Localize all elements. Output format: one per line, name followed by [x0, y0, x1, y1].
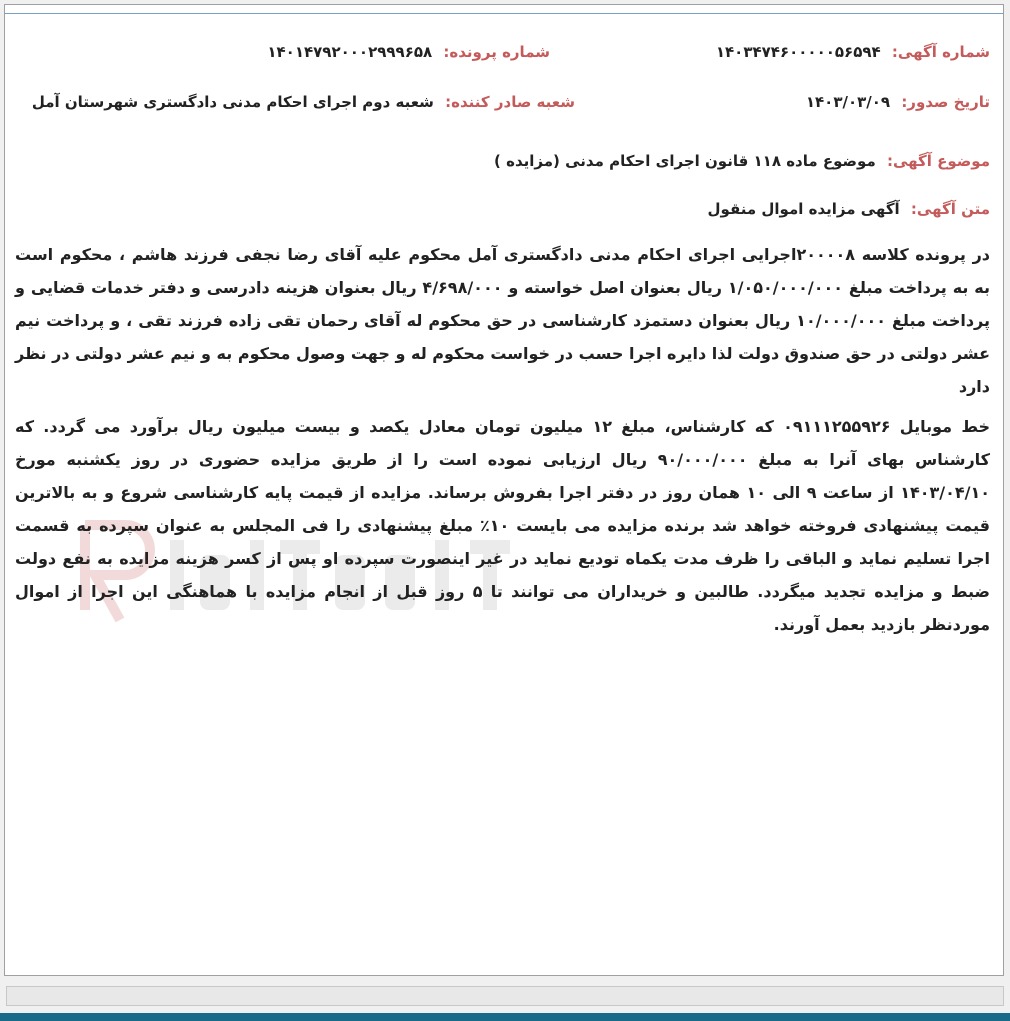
subject-value: موضوع ماده ۱۱۸ قانون اجرای احکام مدنی (مزایده ) [494, 152, 876, 170]
file-number-label: شماره پرونده: [443, 43, 550, 61]
window-bottom-bar [0, 1013, 1010, 1021]
issue-date-label: تاریخ صدور: [901, 93, 990, 111]
subject-field [494, 152, 990, 170]
notice-number-value: ۱۴۰۳۴۷۴۶۰۰۰۰۰۵۶۵۹۴ [715, 43, 881, 61]
notice-text-label: متن آگهی: [910, 200, 990, 218]
file-number-value: ۱۴۰۱۴۷۹۲۰۰۰۲۹۹۹۶۵۸ [267, 43, 433, 61]
body-paragraph-1: در پرونده کلاسه ۲۰۰۰۰۸اجرایی اجرای احکام مدنی دادگستری آمل محکوم علیه آقای رضا نجفی فرزند هاشم ، محکوم است به به پرداخت مبلغ ۱/۰۵۰/۰۰۰/۰۰۰ ریال بعنوان اصل خواسته و ۴/۶۹۸/۰۰۰ ریال بعنوان هزینه دادرسی و دفتر خدمات قضایی و پرداخت مبلغ ۱۰/۰۰۰/۰۰۰ ریال بعنوان دستمزد کارشناسی در حق محکوم له آقای رحمان تقی زاده فرزند تقی ، و پرداخت نیم عشر دولتی در حق صندوق دولت لذا دایره اجرا حسب در خواست محکوم له و جهت وصول محکوم به و نیم عشر دولتی در نظر دارد [15, 245, 991, 396]
subject-label: موضوع آگهی: [886, 152, 990, 170]
body-paragraph-2: خط موبایل ۰۹۱۱۱۲۵۵۹۲۶ که کارشناس، مبلغ ۱۲ میلیون تومان معادل یکصد و بیست میلیون ریال برآورد می گردد. که کارشناس بهای آنرا به مبلغ ۹۰/۰۰۰/۰۰۰ ریال ارزیابی نموده است را از طریق مزایده حضوری در روز یکشنبه مورخ ۱۴۰۳/۰۴/۱۰ از ساعت ۹ الی ۱۰ همان روز در دفتر اجرا بفروش برساند. مزایده از قیمت پایه کارشناسی شروع و به بالاترین قیمت پیشنهادی فروخته خواهد شد برنده مزایده می بایست ۱۰٪ مبلغ پیشنهادی را فی المجلس به عنوان سپرده به قسمت اجرا تسلیم نماید و الباقی را ظرف مدت یکماه تودیع نماید در غیر اینصورت سپرده او پس از کسر هزینه مزایده به نفع دولت ضبط و مزایده تجدید میگردد. طالبین و خریداران می توانند تا ۵ روز قبل از انجام مزایده با هماهنگی این اجرا از اموال موردنظر بازدید بعمل آورند. [15, 417, 991, 634]
status-strip [6, 986, 1004, 1006]
notice-text-field [708, 200, 990, 218]
notice-number-label: شماره آگهی: [891, 43, 990, 61]
issuing-branch-field [32, 93, 575, 111]
panel-top-border [5, 5, 1003, 14]
file-number-field [267, 43, 550, 61]
notice-text-value: آگهی مزایده اموال منقول [707, 200, 900, 218]
issue-date-field [806, 93, 990, 111]
issuing-branch-label: شعبه صادر کننده: [445, 93, 575, 111]
issuing-branch-value: شعبه دوم اجرای احکام مدنی دادگستری شهرستان آمل [31, 93, 434, 111]
issue-date-value: ۱۴۰۳/۰۳/۰۹ [805, 93, 891, 111]
notice-number-field [716, 43, 990, 61]
